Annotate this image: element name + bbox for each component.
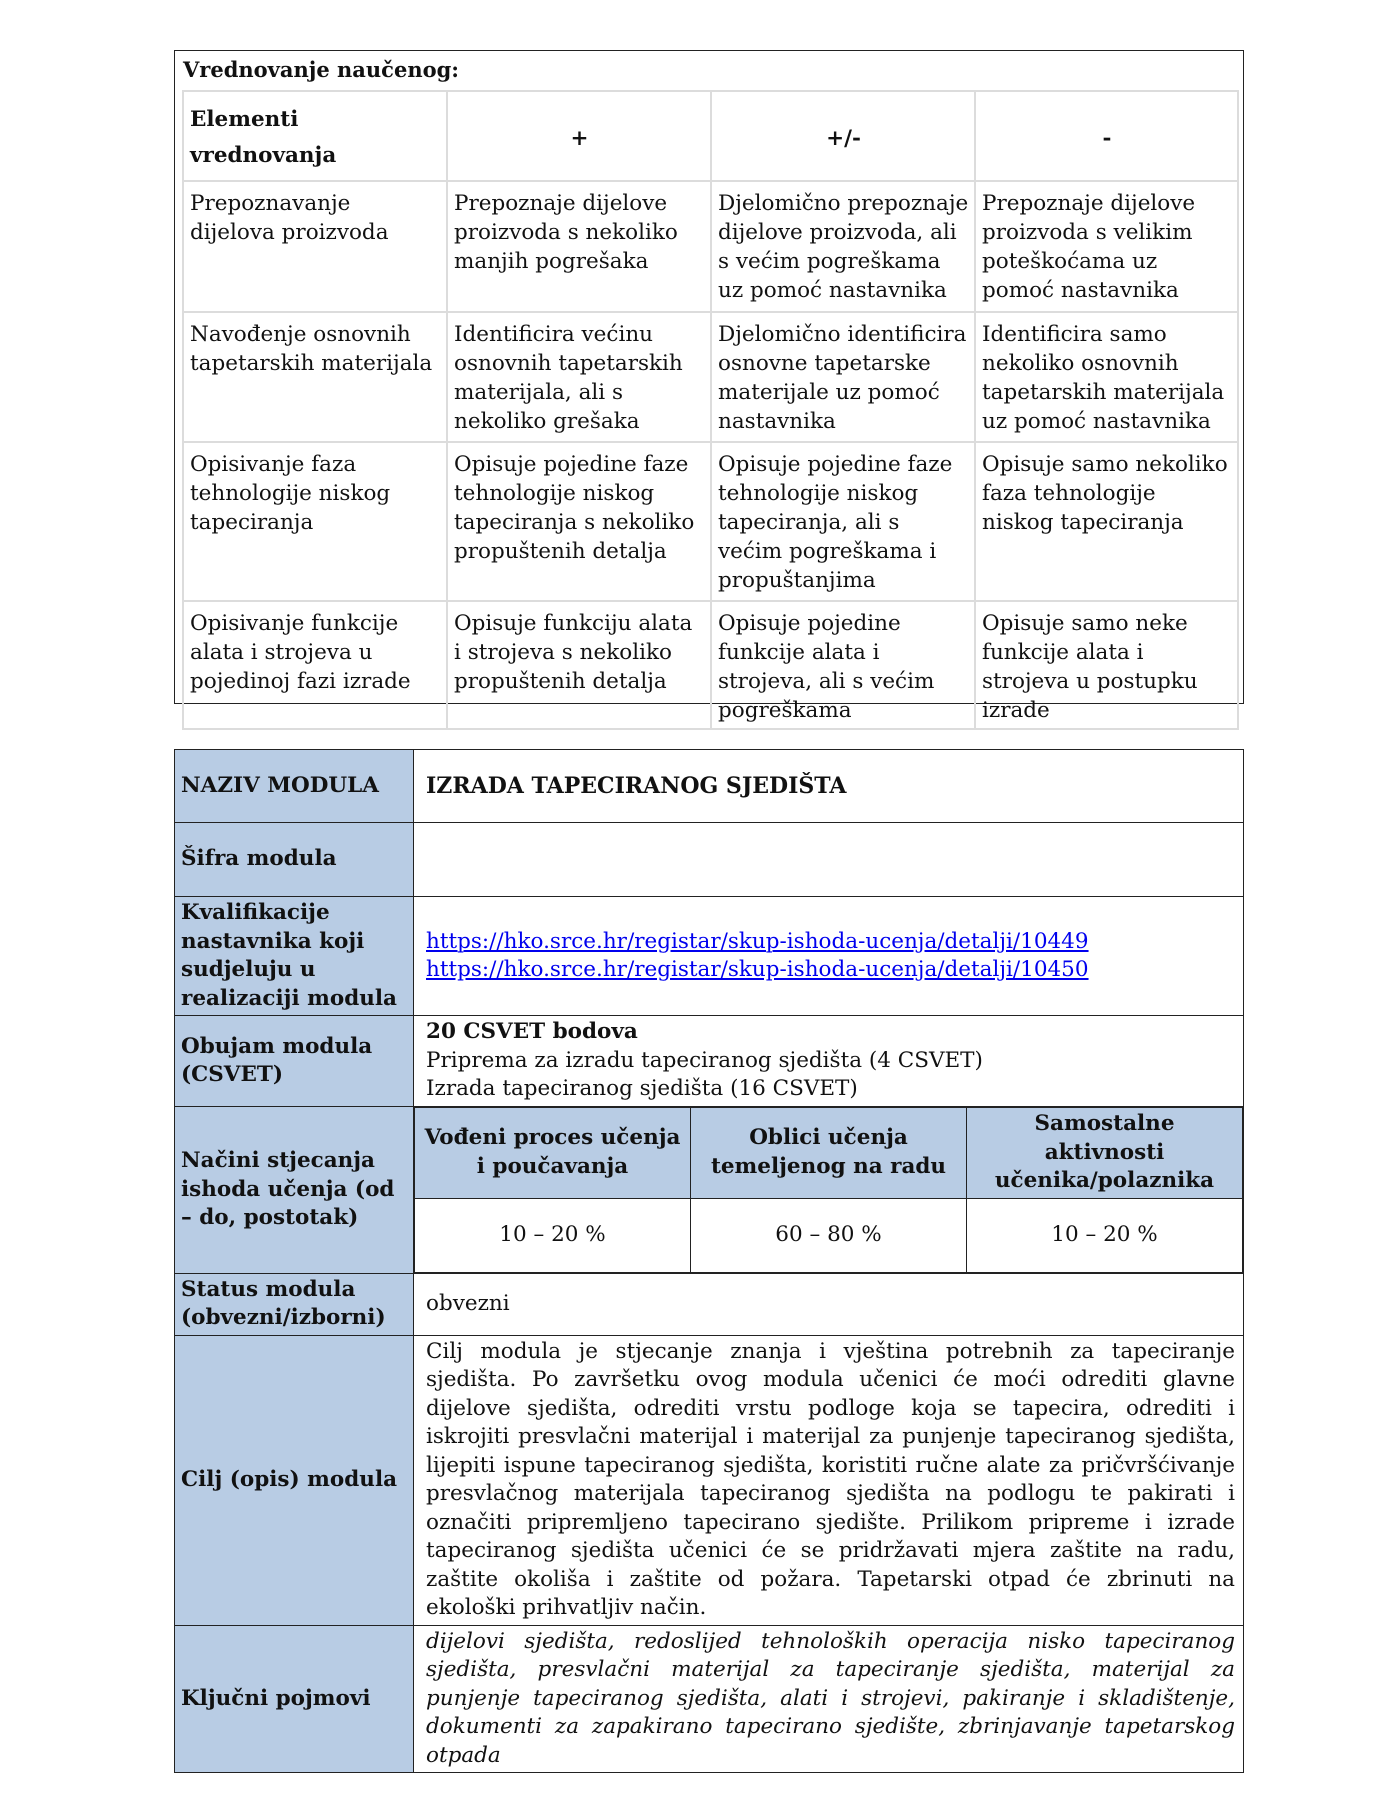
module-code-label: Šifra modula xyxy=(175,823,414,897)
qualification-link[interactable]: https://hko.srce.hr/registar/skup-ishoda-ucenja/detalji/10449 xyxy=(426,928,1089,954)
header-plus: + xyxy=(447,91,711,181)
method-header: Vođeni proces učenja i poučavanja xyxy=(415,1108,691,1199)
evaluation-header-row xyxy=(183,91,1238,181)
evaluation-row xyxy=(183,181,1238,312)
element-cell: Prepoznavanje dijelova proizvoda xyxy=(183,181,447,312)
plus-cell: Identificira većinu osnovnih tapetarskih materijala, ali s nekoliko grešaka xyxy=(447,312,711,442)
goal-value: Cilj modula je stjecanje znanja i vještina potrebnih za tapeciranje sjedišta. Po završetku ovog modula učenici će moći odrediti glavne dijelove sjedišta, odrediti vrstu podloge koja se tapecira, odrediti i iskrojiti presvlačni materijal i materijal za punjenje tapeciranog sjedišta, lijepiti ispune tapeciranog sjedišta, koristiti ručne alate za pričvršćivanje presvlačnog materijala tapeciranog sjedišta na podlogu te pakirati i označiti pripremljeno tapecirano sjedište. Prilikom pripreme i izrade tapeciranog sjedišta učenici će se pridržavati mjera zaštite na radu, zaštite okoliša i zaštite od požara. Tapetarski otpad će zbrinuti na ekološki prihvatljiv način. xyxy=(414,1335,1244,1625)
goal-row xyxy=(175,1335,1244,1625)
plus-cell: Opisuje funkciju alata i strojeva s nekoliko propuštenih detalja xyxy=(447,601,711,729)
status-value: obvezni xyxy=(414,1273,1244,1335)
status-row xyxy=(175,1273,1244,1335)
keywords-value: dijelovi sjedišta, redoslijed tehnoloških operacija nisko tapeciranog sjedišta, presvlačni materijal za tapeciranje sjedišta, materijal za punjenje tapeciranog sjedišta, alati i strojevi, pakiranje i skladištenje, dokumenti za zapakirano tapecirano sjedište, zbrinjavanje tapetarskog otpada xyxy=(414,1625,1244,1773)
minus-cell: Opisuje samo neke funkcije alata i strojeva u postupku izrade xyxy=(975,601,1238,729)
volume-line: Izrada tapeciranog sjedišta (16 CSVET) xyxy=(426,1076,858,1102)
keywords-row xyxy=(175,1625,1244,1773)
module-name-row xyxy=(175,750,1244,823)
evaluation-title: Vrednovanje naučenog: xyxy=(183,57,460,82)
evaluation-row xyxy=(183,601,1238,729)
volume-total: 20 CSVET bodova xyxy=(426,1019,638,1045)
method-header: Oblici učenja temeljenog na radu xyxy=(691,1108,967,1199)
method-value: 10 – 20 % xyxy=(415,1198,691,1272)
module-code-value xyxy=(414,823,1244,897)
volume-line: Priprema za izradu tapeciranog sjedišta (4 CSVET) xyxy=(426,1047,983,1073)
plus-minus-cell: Opisuje pojedine funkcije alata i strojeva, ali s većim pogreškama xyxy=(711,601,975,729)
minus-cell: Prepoznaje dijelove proizvoda s velikim poteškoćama uz pomoć nastavnika xyxy=(975,181,1238,312)
element-cell: Opisivanje funkcije alata i strojeva u pojedinoj fazi izrade xyxy=(183,601,447,729)
header-plus-minus: +/- xyxy=(711,91,975,181)
methods-row xyxy=(175,1107,1244,1274)
evaluation-row xyxy=(183,312,1238,442)
qualifications-label: Kvalifikacije nastavnika koji sudjeluju u realizaciji modula xyxy=(175,897,414,1016)
volume-value xyxy=(414,1016,1244,1107)
module-name-label: NAZIV MODULA xyxy=(175,750,414,823)
element-cell: Opisivanje faza tehnologije niskog tapeciranja xyxy=(183,442,447,601)
module-code-row xyxy=(175,823,1244,897)
qualifications-row xyxy=(175,897,1244,1016)
minus-cell: Identificira samo nekoliko osnovnih tapetarskih materijala uz pomoć nastavnika xyxy=(975,312,1238,442)
methods-subtable-cell xyxy=(414,1107,1244,1274)
qualifications-value xyxy=(414,897,1244,1016)
evaluation-row xyxy=(183,442,1238,601)
header-minus: - xyxy=(975,91,1238,181)
plus-minus-cell: Opisuje pojedine faze tehnologije niskog tapeciranja, ali s većim pogreškama i propuštanjima xyxy=(711,442,975,601)
goal-label: Cilj (opis) modula xyxy=(175,1335,414,1625)
methods-header-row xyxy=(415,1108,1243,1199)
methods-subtable xyxy=(414,1107,1243,1273)
evaluation-table xyxy=(174,50,1244,723)
volume-label: Obujam modula (CSVET) xyxy=(175,1016,414,1107)
methods-label: Načini stjecanja ishoda učenja (od – do, postotak) xyxy=(175,1107,414,1274)
method-value: 10 – 20 % xyxy=(967,1198,1243,1272)
plus-minus-cell: Djelomično prepoznaje dijelove proizvoda, ali s većim pogreškama uz pomoć nastavnika xyxy=(711,181,975,312)
module-name-value: IZRADA TAPECIRANOG SJEDIŠTA xyxy=(414,750,1244,823)
method-header: Samostalne aktivnosti učenika/polaznika xyxy=(967,1108,1243,1199)
element-cell: Navođenje osnovnih tapetarskih materijala xyxy=(183,312,447,442)
plus-minus-cell: Djelomično identificira osnovne tapetarske materijale uz pomoć nastavnika xyxy=(711,312,975,442)
minus-cell: Opisuje samo nekoliko faza tehnologije niskog tapeciranja xyxy=(975,442,1238,601)
volume-row xyxy=(175,1016,1244,1107)
method-value: 60 – 80 % xyxy=(691,1198,967,1272)
methods-value-row xyxy=(415,1198,1243,1272)
plus-cell: Opisuje pojedine faze tehnologije niskog tapeciranja s nekoliko propuštenih detalja xyxy=(447,442,711,601)
plus-cell: Prepoznaje dijelove proizvoda s nekoliko manjih pogrešaka xyxy=(447,181,711,312)
qualification-link[interactable]: https://hko.srce.hr/registar/skup-ishoda-ucenja/detalji/10450 xyxy=(426,957,1089,982)
keywords-label: Ključni pojmovi xyxy=(175,1625,414,1773)
header-elements: Elementi vrednovanja xyxy=(183,91,447,181)
status-label: Status modula (obvezni/izborni) xyxy=(175,1273,414,1335)
module-table xyxy=(174,749,1244,1773)
evaluation-grid xyxy=(182,90,1239,730)
